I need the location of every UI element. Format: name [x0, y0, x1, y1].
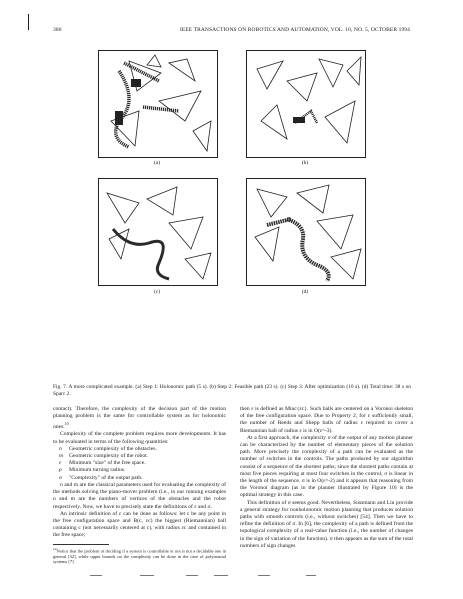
scan-dash	[214, 575, 228, 576]
left-column	[53, 406, 226, 565]
paragraph: This definition of σ seems good. Nevertheless, Sussmann and Liu provide a general strategy for nonholonomic motion planning that produces solution paths with smooth controls (i.e., without switches) [54]. Then we have to refine the definition of σ. In [6], the complexity of a path is defined from the topological complexity of a real-value function (i.e., the number of changes in the sign of variation of the function). σ then appears as the sum of the total numbers of sign changes	[240, 499, 413, 549]
scan-dash	[140, 575, 154, 576]
scan-dash	[186, 575, 198, 576]
path-segment	[267, 219, 291, 225]
quantity-list	[53, 446, 226, 482]
running-header	[53, 27, 410, 37]
page-number: 386	[53, 27, 62, 33]
paragraph: contact). Therefore, the complexity of the decision part of the motion planning problem is the same for controllable system as for holonomic ones.$^{10}$	[53, 406, 226, 431]
path-segment	[287, 219, 329, 281]
obstacle	[193, 121, 211, 151]
scan-dash	[306, 575, 316, 576]
robot-config	[115, 111, 123, 125]
panel-b-label: (b)	[301, 160, 309, 166]
paragraph: Complexity of the complete problem requires more developments. It has to be evaluated in terms of the following quantities:	[53, 431, 226, 445]
figure-caption: Fig. 7. A more complicated example. (a) Step 1: Holonomic path (5 s). (b) Step 2: Feasible path (23 s). (c) Step 3: After optimization (10 s). (d) Total time: 38 s on Sparc 2.	[53, 384, 411, 397]
obstacle	[257, 61, 283, 89]
obstacle	[317, 215, 353, 249]
panel-d-label: (d)	[301, 289, 309, 295]
path-segment	[116, 71, 129, 147]
obstacle	[185, 253, 211, 279]
panel-c-label: (c)	[153, 289, 161, 295]
obstacle	[297, 185, 329, 213]
obstacle	[261, 105, 287, 139]
figure-panel-b	[246, 50, 366, 158]
footnote: $^{10}$Notice that the problem of deciding if a system is controllable or not is not a decidable one in general [32], while upper bounds on the complexity can be done in the case of polynomial systems [7].	[53, 546, 226, 565]
margin-mark	[28, 14, 29, 30]
panel-d-drawing	[247, 179, 365, 285]
list-item: ε Minimum "size" of the free space.	[59, 460, 146, 467]
obstacle	[325, 101, 355, 143]
panel-c-drawing	[99, 179, 217, 285]
right-column	[240, 406, 413, 550]
robot-config	[131, 79, 141, 87]
scan-dash	[258, 575, 270, 576]
obstacle	[347, 57, 361, 85]
path-segment	[143, 107, 179, 111]
scan-dash	[90, 575, 102, 576]
panel-b-drawing	[247, 51, 365, 157]
journal-title: IEEE TRANSACTIONS ON ROBOTICS AND AUTOMATION, VOL. 10, NO. 5, OCTOBER 1994	[179, 27, 410, 33]
panel-a-label: (a)	[153, 160, 161, 166]
robot-config	[293, 117, 305, 123]
footnote-rule	[53, 544, 109, 545]
obstacle	[257, 189, 287, 217]
obstacle	[169, 59, 195, 81]
paragraph: then ε is defined as Minc{εc}. Such balls are centered on a Voronoi skeleton of the free configuration space. Due to Property 2, for ε sufficiently small, the number of Reeds and Shepp balls of radius ε required to cover a Riemannian ball of radius ε is in O(ε^-3).	[240, 406, 413, 434]
figure-panel-c	[98, 178, 218, 286]
list-item: ρ Minimum turning radius.	[59, 467, 126, 474]
obstacle	[107, 193, 139, 223]
obstacle	[255, 227, 279, 261]
paragraph: An intrinsic definition of ε can be done as follows: let c be any point in the free configuration space and B(c, εc) the biggest (Riemannian) ball containing c (not necessarily centered at c), with radius εc and contained in the free space;	[53, 510, 226, 539]
figure-panel-d	[246, 178, 366, 286]
path-segment	[113, 229, 169, 279]
figure-panel-a	[98, 50, 218, 158]
paragraph: n and m are the classical parameters used for evaluating the complexity of the methods solving the piano-mover problem (i.e., in our running examples n and m are the numbers of vertices of the obstacles and the robot respectively. Now, we have to precisely state the definitions of ε and σ.	[53, 481, 226, 510]
obstacle	[287, 73, 317, 101]
list-item: n Geometric complexity of the obstacles.	[59, 445, 157, 452]
footnote-ref: 10	[64, 421, 69, 427]
obstacle	[319, 59, 343, 87]
obstacle	[147, 187, 177, 215]
paragraph: At a first approach, the complexity σ of the output of any motion planner can be characterized by the number of elementary pieces of the solution path. More precisely the complexity of a path can be evaluated as the number of switches in the controls. The paths produced by our algorithm consist of a sequence of the shortest paths; since the shortest paths contain at most five pieces requiring at most four switches in the control, σ is linear in the length of the sequence. σ is in O(ε^-2) and it appears that reasoning from the Voronoi diagram (as in the planner illustrated by Figure 10) is the optimal strategy in this case.	[240, 434, 413, 499]
obstacle	[147, 55, 161, 67]
list-item: σ "Complexity" of the output path.	[59, 474, 143, 481]
obstacle	[169, 217, 203, 249]
panel-a-drawing	[99, 51, 217, 157]
list-item: m Geometric complexity of the robot.	[59, 453, 149, 460]
obstacle	[159, 91, 201, 121]
obstacle	[331, 249, 361, 279]
